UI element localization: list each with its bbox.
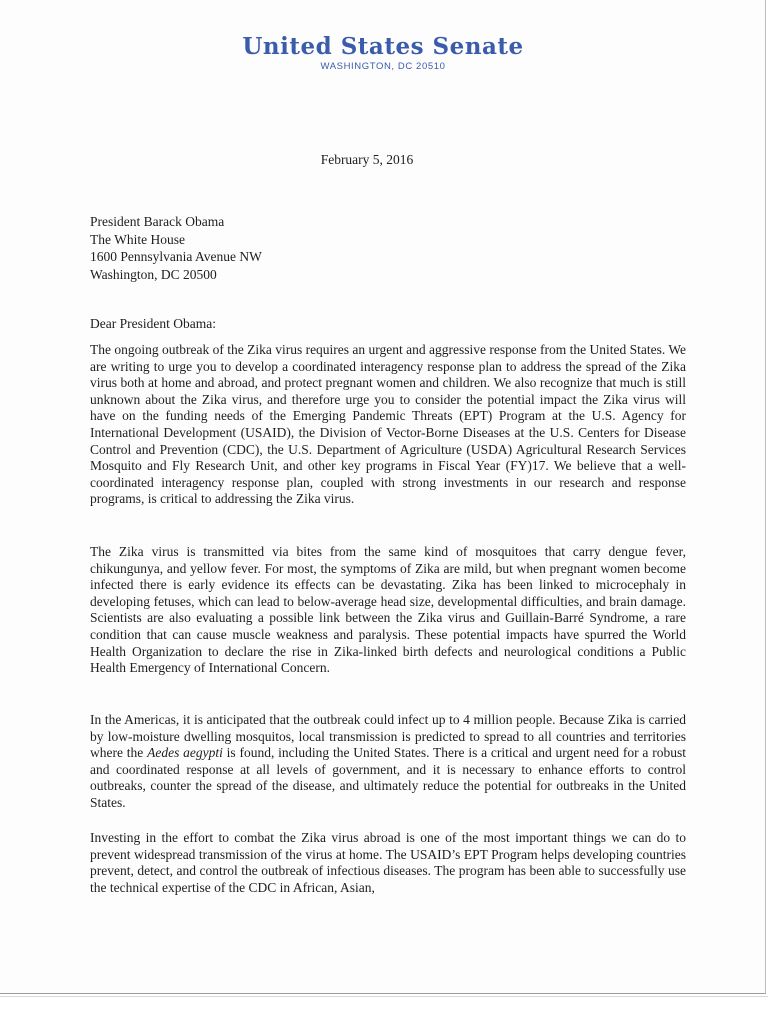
body-paragraph-4	[90, 830, 686, 896]
recipient-address	[90, 213, 262, 283]
body-paragraph-3	[90, 712, 686, 812]
paragraph-text-after: is found, including the United States. There is a critical and urgent need for a robust and coordinated response at all levels of government, and it is necessary to enhance efforts to control outbreaks, counter the spread of the disease, and ultimately reduce the potential for outbreaks in the United States.	[90, 745, 686, 810]
senate-location: WASHINGTON, DC 20510	[320, 61, 446, 72]
salutation: Dear President Obama:	[90, 316, 216, 331]
page-edge	[0, 996, 768, 997]
body-paragraph-2	[90, 544, 686, 677]
letter-date: February 5, 2016	[320, 152, 414, 167]
letterhead	[0, 34, 766, 72]
senate-name: United States Senate	[242, 33, 524, 60]
recipient-street: 1600 Pennsylvania Avenue NW	[90, 249, 262, 264]
recipient-city: Washington, DC 20500	[90, 266, 217, 282]
body-paragraph-1	[90, 342, 686, 508]
paragraph-text-before: In the Americas, it is anticipated that the outbreak could infect up to 4 million people. Because Zika is carried by low-moisture dwelling mosquitos, local transmission is predicted to spread to all countries and territories where the	[90, 712, 686, 761]
paragraph-text: Investing in the effort to combat the Zika virus abroad is one of the most important things we can do to prevent widespread transmission of the virus at home. The USAID’s EPT Program helps developing countries prevent, detect, and control the outbreak of infectious diseases. The program has been able to successfully use the technical expertise of the CDC in African, Asian,	[90, 830, 686, 895]
paragraph-text	[90, 712, 686, 812]
recipient-name: President Barack Obama	[90, 214, 225, 229]
species-name: Aedes aegypti	[147, 745, 223, 761]
paragraph-text: The Zika virus is transmitted via bites from the same kind of mosquitoes that carry dengue fever, chikungunya, and yellow fever. For most, the symptoms of Zika are mild, but when pregnant women become infected there is early evidence its effects can be devastating. Zika has been linked to microcephaly in developing fetuses, which can lead to below-average head size, developmental difficulties, and brain damage. Scientists are also evaluating a possible link between the Zika virus and Guillain-Barré Syndrome, a rare condition that can cause muscle weakness and paralysis. These potential impacts have spurred the World Health Organization to declare the rise in Zika-linked birth defects and neurological conditions a Public Health Emergency of International Concern.	[90, 544, 686, 676]
recipient-office: The White House	[90, 231, 185, 247]
paragraph-text: The ongoing outbreak of the Zika virus requires an urgent and aggressive response from the United States. We are writing to urge you to develop a coordinated interagency response plan to address the spread of the Zika virus both at home and abroad, and protect pregnant women and children. We also recognize that much is still unknown about the Zika virus, and therefore urge you to consider the potential impact the Zika virus will have on the funding needs of the Emerging Pandemic Threats (EPT) Program at the U.S. Agency for International Development (USAID), the Division of Vector-Borne Diseases at the U.S. Centers for Disease Control and Prevention (CDC), the U.S. Department of Agriculture (USDA) Agricultural Research Services Mosquito and Fly Research Unit, and other key programs in Fiscal Year (FY)17. We believe that a well-coordinated interagency response plan, coupled with strong investments in our research and response programs, is critical to addressing the Zika virus.	[90, 342, 687, 507]
